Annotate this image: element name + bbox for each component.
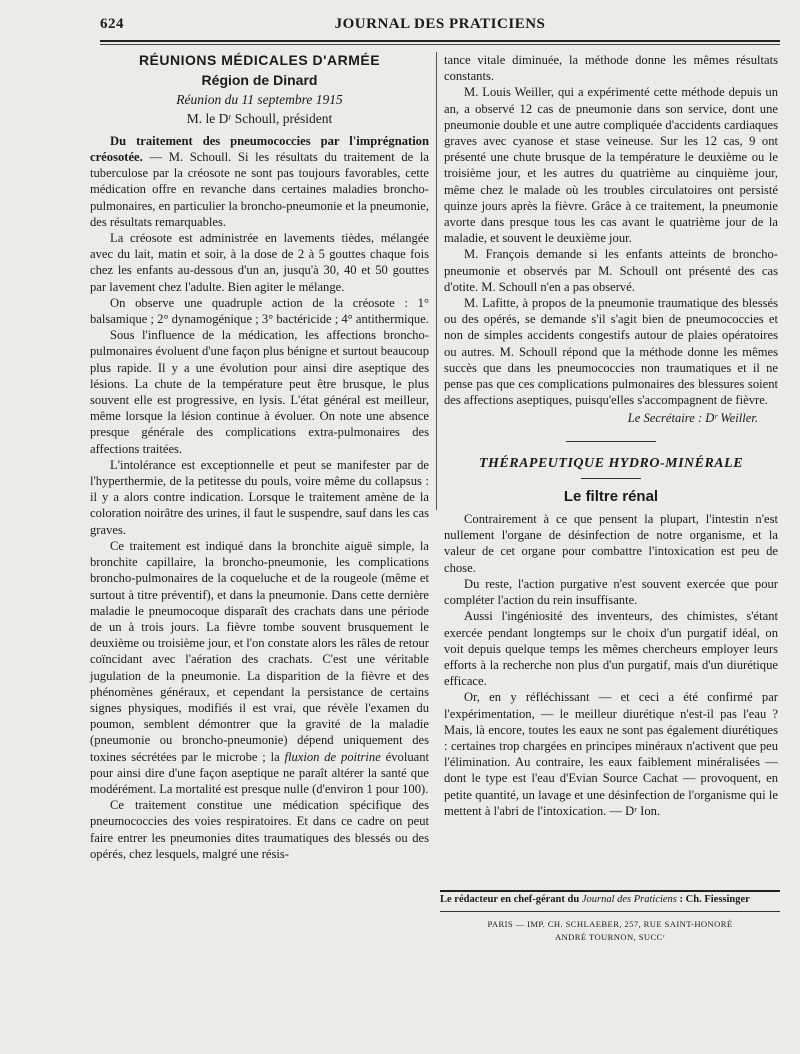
footer-rule bbox=[440, 890, 780, 892]
journal-title: JOURNAL DES PRATICIENS bbox=[334, 16, 546, 32]
paragraph: M. François demande si les enfants atteints de broncho-pneumonie et observés par M. Schoull ont présenté des cas d'otite. M. Schoull n'en a pas observé. bbox=[444, 247, 778, 294]
title-underline bbox=[581, 478, 641, 479]
header-rule-thin bbox=[100, 44, 780, 45]
paragraph: On observe une quadruple action de la créosote : 1° balsamique ; 2° dynamogénique ; 3° bactéricide ; 4° antithermique. bbox=[90, 295, 429, 327]
left-column bbox=[90, 52, 429, 862]
page-number: 624 bbox=[100, 16, 124, 32]
paragraph-text: — M. Schoull. Si les résultats du traitement de la tuberculose par la créosote ne sont pas toujours favorables, cette médication offre en revanche dans certaines maladies broncho-pulmonaires, en particulier la broncho-pneumonie et la pneumonie, des résultats remarquables. bbox=[90, 150, 429, 229]
paragraph: Aussi l'ingéniosité des inventeurs, des chimistes, s'étant exercée pendant longtemps sur le choix d'un purgatif idéal, on voit depuis quelque temps les mêmes chercheurs employer leurs efforts à la recherche non plus d'un purgatif, mais d'un diurétique efficace. bbox=[444, 609, 778, 689]
editor-line bbox=[440, 894, 780, 905]
paragraph: La créosote est administrée en lavements tièdes, mélangée avec du lait, matin et soir, à la dose de 2 à 5 gouttes chaque fois chez les enfants au-dessous d'un an, jusqu'à 30, 40 et 50 gouttes par lavement chez l'adulte. Bien agiter le mélange. bbox=[90, 231, 429, 294]
paragraph: tance vitale diminuée, la méthode donne les mêmes résultats constants. bbox=[444, 53, 778, 84]
article-title: Le filtre rénal bbox=[563, 487, 659, 505]
section-divider bbox=[566, 441, 656, 442]
printer-imprint bbox=[440, 918, 780, 944]
secretary-signature: Le Secrétaire : Dʳ Weiller. bbox=[627, 411, 758, 426]
paragraph: Contrairement à ce que pensent la plupart, l'intestin n'est nullement l'organe de désinfection de notre organisme, et la valeur de cet organe pour combattre l'intoxication est peu de chose. bbox=[444, 512, 778, 575]
footer-rule-thin bbox=[440, 911, 780, 912]
paragraph bbox=[90, 538, 429, 797]
page-header bbox=[100, 16, 780, 38]
paragraph: L'intolérance est exceptionnelle et peut se manifester par de l'hyperthermie, de la petitesse du pouls, voire même du collapsus : il y a alors contre indication. Lorsque le traitement amène de la coloration noirâtre des urines, il faut le suspendre, sauf dans les cas graves. bbox=[90, 457, 429, 537]
paragraph: Ce traitement constitue une médication spécifique des pneumococcies des voies respiratoires. Et dans ce cadre on peut faire entrer les pneumonies dites traumatiques des blessés ou des opérés, chez lesquels, malgré une résis- bbox=[90, 798, 429, 861]
paragraph: Or, en y réfléchissant — et ceci a été confirmé par l'expérimentation, — le meilleur diurétique n'est-il pas l'eau ? Mais, là encore, toutes les eaux ne sont pas également diurétiques : certaines trop chargées en principes minéraux n'activent que peu l'élimination. Au contraire, les eaux faiblement minéralisées — dont le type est l'eau d'Evian Source Cachat — provoquent, en petite quantité, un lavage et une désinfection de l'organisme qui le mettent à l'abri de l'intoxication. — Dʳ Ion. bbox=[444, 690, 778, 818]
editor-text: Le rédacteur en chef-gérant du bbox=[440, 894, 582, 905]
paragraph: Sous l'influence de la médication, les affections broncho-pulmonaires évoluent d'une façon plus bénigne et surtout beaucoup plus rapide. Il y a une évolution pour ainsi dire aseptique des lésions. La chute de la température peut être brusque, le plus souvent elle est progressive, en lysis. L'état général est meilleur, même lorsque la lésion continue à évoluer. On note une absence presque générale des complications extra-pulmonaires des affections traitées. bbox=[90, 328, 429, 456]
paragraph: M. Lafitte, à propos de la pneumonie traumatique des blessés ou des opérés, se demande s'il s'agit bien de pneumococcies et non de simples accidents congestifs autour de plaies opératoires ou autres. M. Schoull répond que la méthode donne les mêmes succès que dans les pneumococcies non traumatiques et il ne pense pas que ces complications pulmonaires des blessures soient des affections aseptiques, puisqu'elles s'accompagnent de fièvre. bbox=[444, 296, 778, 408]
president-line: M. le Dʳ Schoull, président bbox=[186, 110, 333, 126]
paragraph-text: évoluant pour ainsi dire d'une façon aseptique ne paraît altérer la santé que modérément. La mortalité est presque nulle (d'environ 1 pour 100). bbox=[90, 749, 429, 796]
right-column bbox=[444, 52, 778, 819]
column-divider bbox=[436, 52, 437, 510]
meeting-date: Réunion du 11 septembre 1915 bbox=[176, 92, 343, 108]
editor-name: : Ch. Fiessinger bbox=[676, 894, 750, 905]
article-heading: Du traitement des pneumococcies par l'imprégnation créosotée. bbox=[90, 133, 429, 165]
paragraph-text: Ce traitement est indiqué dans la bronchite aiguë simple, la bronchite capillaire, la broncho-pneumonie, les complications broncho-pulmonaires de la coqueluche et de la rougeole (même et surtout à titre préventif), et dans la pneumonie. Dans cette dernière maladie le pneumocoque disparaît des crachats dans une période de un à trois jours. La fièvre tombe souvent brusquement le deuxième ou troisième jour, et l'on constate alors les râles de retour coïncidant avec l'aération des crachats. C'est une véritable jugulation de la pneumonie. La disparition de la fièvre et des phénomènes généraux, et cependant la persistance de certains signes physiques, modifiés il est vrai, que révèle l'examen du poumon, semblent démontrer que la gravité de la maladie (pneumonie ou broncho-pneumonie) dépend uniquement des toxines sécrétées par le microbe ; la bbox=[90, 538, 429, 764]
printer-line: PARIS — IMP. CH. SCHLAEBER, 257, RUE SAINT-HONORÉ bbox=[487, 919, 733, 929]
paragraph: Du reste, l'action purgative n'est souvent exercée que pour compléter l'action du rein insuffisante. bbox=[444, 576, 778, 608]
therapeutics-title: THÉRAPEUTIQUE HYDRO-MINÉRALE bbox=[478, 455, 744, 471]
section-title: RÉUNIONS MÉDICALES D'ARMÉE bbox=[138, 52, 381, 68]
paragraph bbox=[90, 133, 429, 230]
printer-line: ANDRÉ TOURNON, SUCCʳ bbox=[554, 932, 666, 942]
header-rule bbox=[100, 40, 780, 42]
paragraph: M. Louis Weiller, qui a expérimenté cette méthode depuis un an, a observé 12 cas de pneumonie dans son service, dont une pneumonie double et une autre compliquée d'accidents cardiaques graves avec cyanose et stase veineuse. Sur les 12 cas, 9 ont présenté une chute brusque de la température le deuxième ou le troisième jour, et les autres du quatrième au cinquième jour, même chez le malade où les troubles circulatoires ont persisté quinze jours après la fièvre. Grâce à ce traitement, la pneumonie avorte dans presque tous les cas avant le quatrième jour de la maladie, et souvent le deuxième jour. bbox=[444, 85, 778, 246]
journal-name: Journal des Praticiens bbox=[581, 894, 677, 905]
section-subtitle: Région de Dinard bbox=[201, 72, 318, 89]
italic-phrase: fluxion de poitrine bbox=[284, 749, 381, 764]
